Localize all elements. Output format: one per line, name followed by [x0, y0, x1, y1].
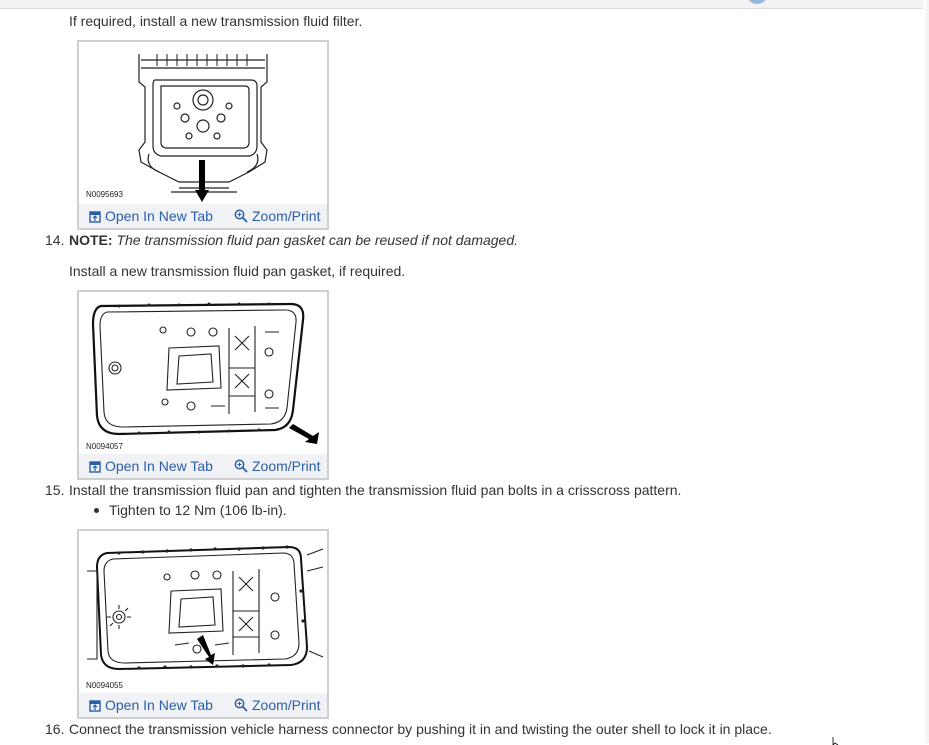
- bullet-dot: [94, 508, 99, 513]
- step-16-text: Connect the transmission vehicle harness connector by pushing it in and twisting the outer shell to lock it in place.: [69, 721, 772, 737]
- open-in-new-tab-link[interactable]: [89, 457, 213, 475]
- open-new-tab-icon: [89, 461, 101, 473]
- figure-toolbar: [79, 454, 327, 478]
- figure-id: N0094055: [86, 681, 123, 690]
- figure-id: N0095693: [86, 190, 123, 199]
- open-in-new-tab-label: Open In New Tab: [105, 697, 213, 713]
- open-in-new-tab-label: Open In New Tab: [105, 208, 213, 224]
- zoom-print-label: Zoom/Print: [252, 208, 321, 224]
- zoom-magnifier-icon: [234, 698, 248, 712]
- zoom-print-label: Zoom/Print: [252, 697, 321, 713]
- open-in-new-tab-link[interactable]: [89, 207, 213, 225]
- step-15-text: Install the transmission fluid pan and tighten the transmission fluid pan bolts in a crisscross pattern.: [69, 482, 682, 498]
- note-text: The transmission fluid pan gasket can be reused if not damaged.: [116, 232, 519, 248]
- step-16-number: 16.: [45, 721, 65, 737]
- open-in-new-tab-link[interactable]: [89, 696, 213, 714]
- figure-toolbar: [79, 693, 327, 717]
- zoom-print-link[interactable]: [234, 457, 320, 475]
- open-in-new-tab-label: Open In New Tab: [105, 458, 213, 474]
- step-13-instruction: If required, install a new transmission fluid filter.: [69, 13, 363, 29]
- pan-install-illustration: [79, 531, 327, 691]
- scroll-indicator-icon: [746, 0, 768, 4]
- zoom-magnifier-icon: [234, 459, 248, 473]
- figure-id: N0094057: [86, 442, 123, 451]
- zoom-magnifier-icon: [234, 209, 248, 223]
- step-14-number: 14.: [45, 232, 65, 248]
- step-14-note: [69, 231, 518, 249]
- open-new-tab-icon: [89, 211, 101, 223]
- zoom-print-link[interactable]: [234, 696, 320, 714]
- figure-pan-gasket: [77, 290, 329, 480]
- step-15-number: 15.: [45, 482, 65, 498]
- pan-gasket-illustration: [79, 292, 327, 452]
- transmission-filter-illustration: [79, 42, 327, 202]
- step-15-torque-spec: Tighten to 12 Nm (106 lb-in).: [109, 502, 287, 518]
- right-edge-shadow: [923, 0, 929, 743]
- step-14-instruction: Install a new transmission fluid pan gasket, if required.: [69, 263, 406, 279]
- browser-top-bar: [0, 0, 929, 9]
- mouse-cursor-icon: [832, 737, 840, 745]
- figure-toolbar: [79, 204, 327, 228]
- zoom-print-label: Zoom/Print: [252, 458, 321, 474]
- zoom-print-link[interactable]: [234, 207, 320, 225]
- open-new-tab-icon: [89, 700, 101, 712]
- figure-pan-install: [77, 529, 329, 719]
- figure-transmission-filter: [77, 40, 329, 230]
- note-label: NOTE:: [69, 232, 113, 248]
